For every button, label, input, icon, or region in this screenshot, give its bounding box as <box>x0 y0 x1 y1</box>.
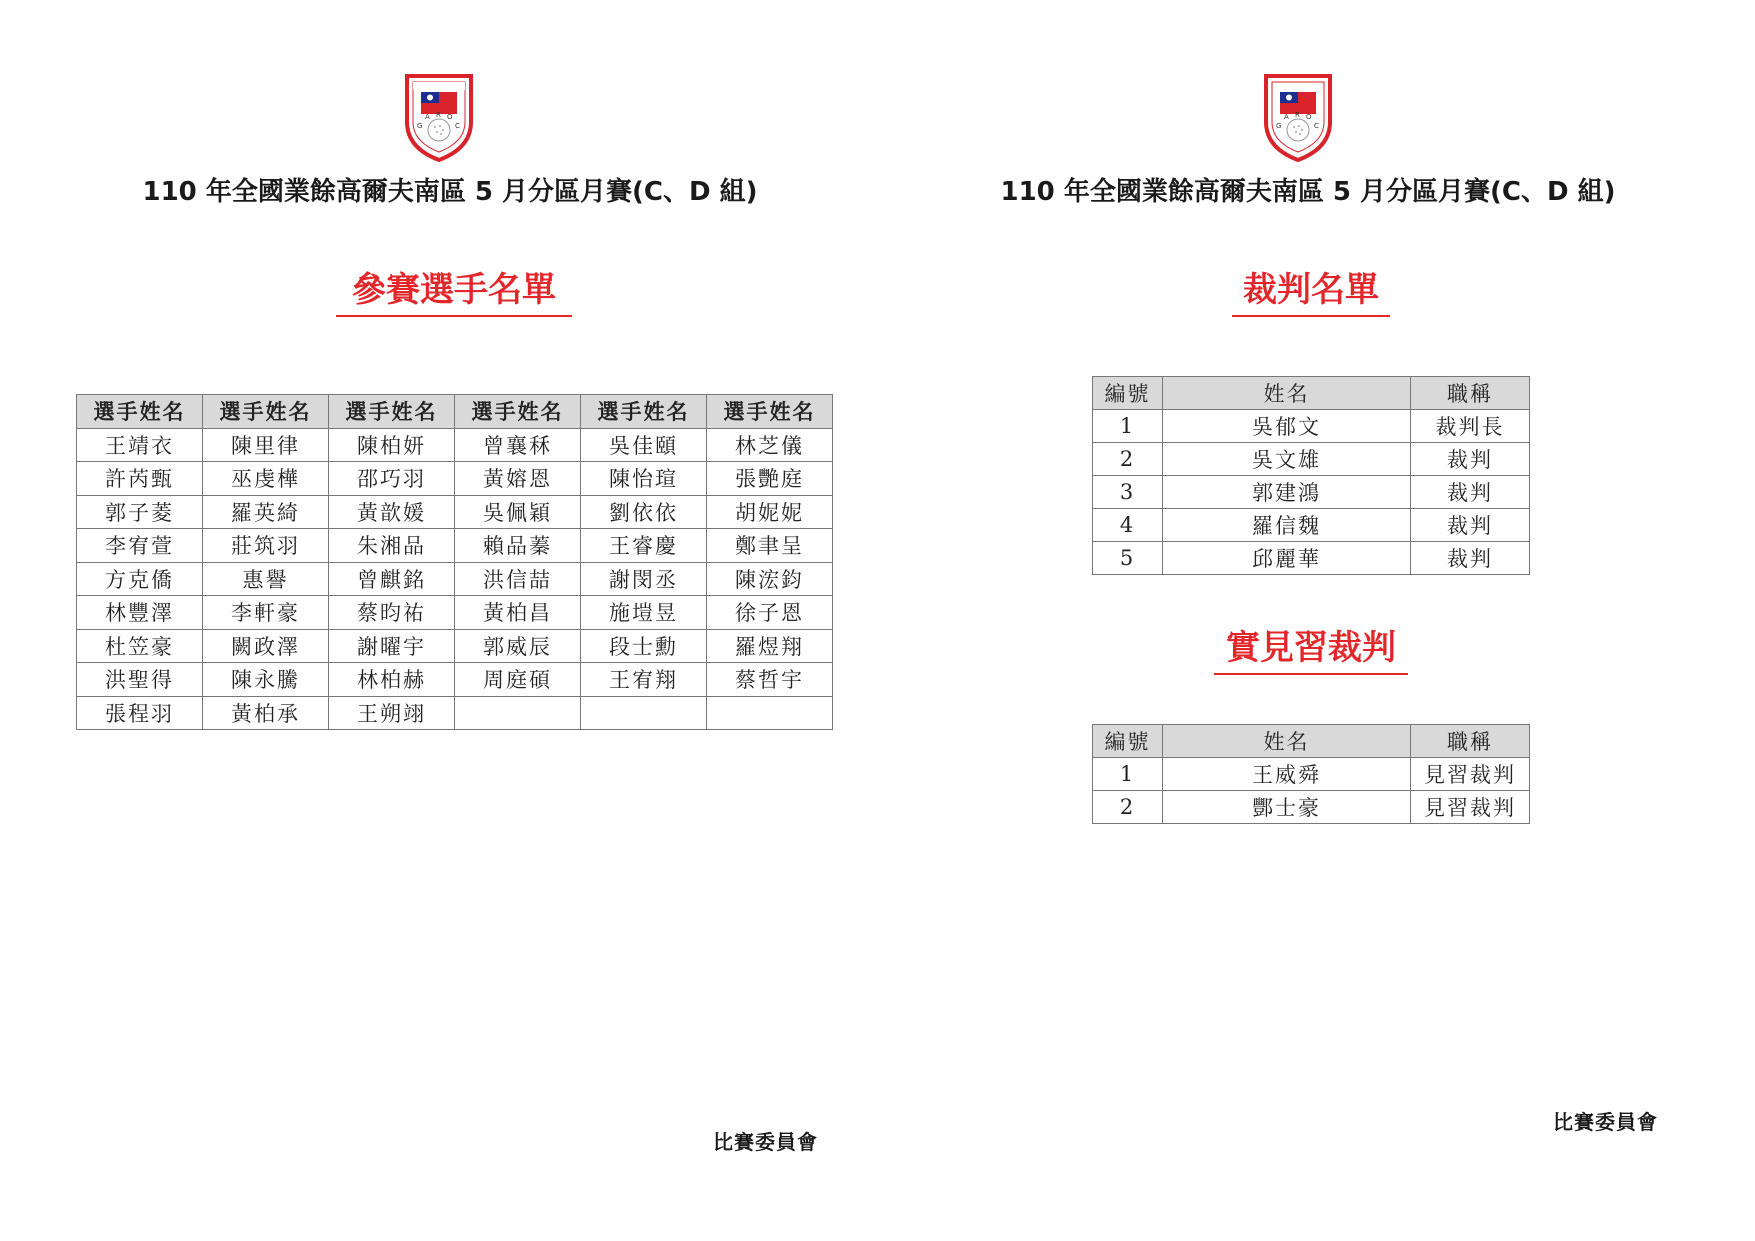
player-name: 陳浤鈞 <box>707 562 833 596</box>
player-name: 蔡哲宇 <box>707 663 833 697</box>
table-row <box>77 529 833 563</box>
player-name: 吳佩穎 <box>455 495 581 529</box>
trainee-title: 見習裁判 <box>1411 758 1530 791</box>
player-name: 陳永騰 <box>203 663 329 697</box>
svg-text:O: O <box>1306 113 1312 121</box>
trainee-number: 2 <box>1093 791 1163 824</box>
player-name: 方克僑 <box>77 562 203 596</box>
player-name: 陳怡瑄 <box>581 462 707 496</box>
player-name: 張程羽 <box>77 696 203 730</box>
player-name: 洪聖得 <box>77 663 203 697</box>
svg-text:C: C <box>455 122 460 130</box>
player-name: 巫虔樺 <box>203 462 329 496</box>
player-name: 曾襄秝 <box>455 428 581 462</box>
table-row <box>1093 791 1530 824</box>
column-header: 選手姓名 <box>455 395 581 429</box>
player-name: 羅煜翔 <box>707 629 833 663</box>
garoc-logo <box>403 72 475 162</box>
player-name <box>455 696 581 730</box>
player-name: 李宥萱 <box>77 529 203 563</box>
player-name: 鄭聿呈 <box>707 529 833 563</box>
trainee-number: 1 <box>1093 758 1163 791</box>
svg-text:R: R <box>436 111 441 119</box>
trainee-name: 王威舜 <box>1163 758 1411 791</box>
trainee-referees-title: 實見習裁判 <box>1214 628 1408 675</box>
player-name: 朱湘品 <box>329 529 455 563</box>
trainees-table-header-row <box>1093 725 1530 758</box>
column-header: 職稱 <box>1411 377 1530 410</box>
column-header: 姓名 <box>1163 377 1411 410</box>
player-name: 林豐澤 <box>77 596 203 630</box>
player-name: 劉依依 <box>581 495 707 529</box>
player-name: 洪信喆 <box>455 562 581 596</box>
players-table <box>76 394 833 730</box>
player-name: 王朔翊 <box>329 696 455 730</box>
player-name: 莊筑羽 <box>203 529 329 563</box>
player-name: 黃嫆恩 <box>455 462 581 496</box>
referee-title: 裁判長 <box>1411 410 1530 443</box>
player-name: 邵巧羽 <box>329 462 455 496</box>
player-name: 王靖衣 <box>77 428 203 462</box>
svg-text:G: G <box>1276 122 1282 130</box>
svg-text:A: A <box>425 113 430 121</box>
player-name <box>581 696 707 730</box>
referees-table <box>1092 376 1530 575</box>
referee-name: 羅信魏 <box>1163 509 1411 542</box>
garoc-logo <box>1262 72 1334 162</box>
referee-number: 5 <box>1093 542 1163 575</box>
player-name <box>707 696 833 730</box>
player-name: 張艷庭 <box>707 462 833 496</box>
referee-title: 裁判 <box>1411 443 1530 476</box>
table-row <box>1093 509 1530 542</box>
player-name: 闕政澤 <box>203 629 329 663</box>
column-header: 職稱 <box>1411 725 1530 758</box>
player-name: 陳里律 <box>203 428 329 462</box>
referee-name: 邱麗華 <box>1163 542 1411 575</box>
player-name: 杜笠豪 <box>77 629 203 663</box>
referee-number: 2 <box>1093 443 1163 476</box>
player-name: 羅英綺 <box>203 495 329 529</box>
player-name: 郭威辰 <box>455 629 581 663</box>
column-header: 選手姓名 <box>203 395 329 429</box>
referee-title: 裁判 <box>1411 476 1530 509</box>
player-name: 徐子恩 <box>707 596 833 630</box>
player-name: 段士勳 <box>581 629 707 663</box>
player-name: 黃柏承 <box>203 696 329 730</box>
referee-name: 吳郁文 <box>1163 410 1411 443</box>
trainee-name: 酆士豪 <box>1163 791 1411 824</box>
table-row <box>1093 542 1530 575</box>
referee-name: 郭建鴻 <box>1163 476 1411 509</box>
column-header: 姓名 <box>1163 725 1411 758</box>
player-name: 黃柏昌 <box>455 596 581 630</box>
referees-list-title: 裁判名單 <box>1232 270 1390 317</box>
referee-number: 3 <box>1093 476 1163 509</box>
svg-text:A: A <box>1284 113 1289 121</box>
players-table-header-row <box>77 395 833 429</box>
svg-text:C: C <box>1314 122 1319 130</box>
table-row <box>1093 410 1530 443</box>
svg-text:R: R <box>1295 111 1300 119</box>
event-title: 110 年全國業餘高爾夫南區 5 月分區月賽(C、D 組) <box>142 177 758 207</box>
table-row <box>77 696 833 730</box>
committee-signature: 比賽委員會 <box>1553 1110 1658 1134</box>
referee-number: 1 <box>1093 410 1163 443</box>
player-name: 郭子菱 <box>77 495 203 529</box>
svg-text:G: G <box>417 122 423 130</box>
player-name: 王宥翔 <box>581 663 707 697</box>
table-row <box>1093 758 1530 791</box>
player-name: 謝曜宇 <box>329 629 455 663</box>
column-header: 編號 <box>1093 725 1163 758</box>
player-name: 賴品蓁 <box>455 529 581 563</box>
player-name: 王睿慶 <box>581 529 707 563</box>
committee-signature: 比賽委員會 <box>713 1130 818 1154</box>
svg-text:O: O <box>447 113 453 121</box>
player-name: 陳柏妍 <box>329 428 455 462</box>
referees-table-header-row <box>1093 377 1530 410</box>
table-row <box>1093 476 1530 509</box>
referee-number: 4 <box>1093 509 1163 542</box>
table-row <box>77 495 833 529</box>
player-name: 蔡昀祐 <box>329 596 455 630</box>
table-row <box>77 462 833 496</box>
event-title: 110 年全國業餘高爾夫南區 5 月分區月賽(C、D 組) <box>1000 177 1616 207</box>
column-header: 選手姓名 <box>329 395 455 429</box>
table-row <box>1093 443 1530 476</box>
player-name: 曾麒銘 <box>329 562 455 596</box>
player-name: 李軒豪 <box>203 596 329 630</box>
player-name: 惠譽 <box>203 562 329 596</box>
player-name: 胡妮妮 <box>707 495 833 529</box>
player-name: 林柏赫 <box>329 663 455 697</box>
column-header: 選手姓名 <box>707 395 833 429</box>
column-header: 選手姓名 <box>77 395 203 429</box>
player-name: 林芝儀 <box>707 428 833 462</box>
table-row <box>77 629 833 663</box>
referee-title: 裁判 <box>1411 542 1530 575</box>
referee-name: 吳文雄 <box>1163 443 1411 476</box>
player-name: 吳佳頤 <box>581 428 707 462</box>
referee-title: 裁判 <box>1411 509 1530 542</box>
player-name: 謝閔丞 <box>581 562 707 596</box>
player-name: 周庭碩 <box>455 663 581 697</box>
trainee-referees-table <box>1092 724 1530 824</box>
table-row <box>77 596 833 630</box>
trainee-title: 見習裁判 <box>1411 791 1530 824</box>
table-row <box>77 663 833 697</box>
table-row <box>77 428 833 462</box>
column-header: 編號 <box>1093 377 1163 410</box>
player-name: 許芮甄 <box>77 462 203 496</box>
player-name: 施塏昱 <box>581 596 707 630</box>
players-list-title: 參賽選手名單 <box>336 270 572 317</box>
column-header: 選手姓名 <box>581 395 707 429</box>
table-row <box>77 562 833 596</box>
player-name: 黃歆媛 <box>329 495 455 529</box>
